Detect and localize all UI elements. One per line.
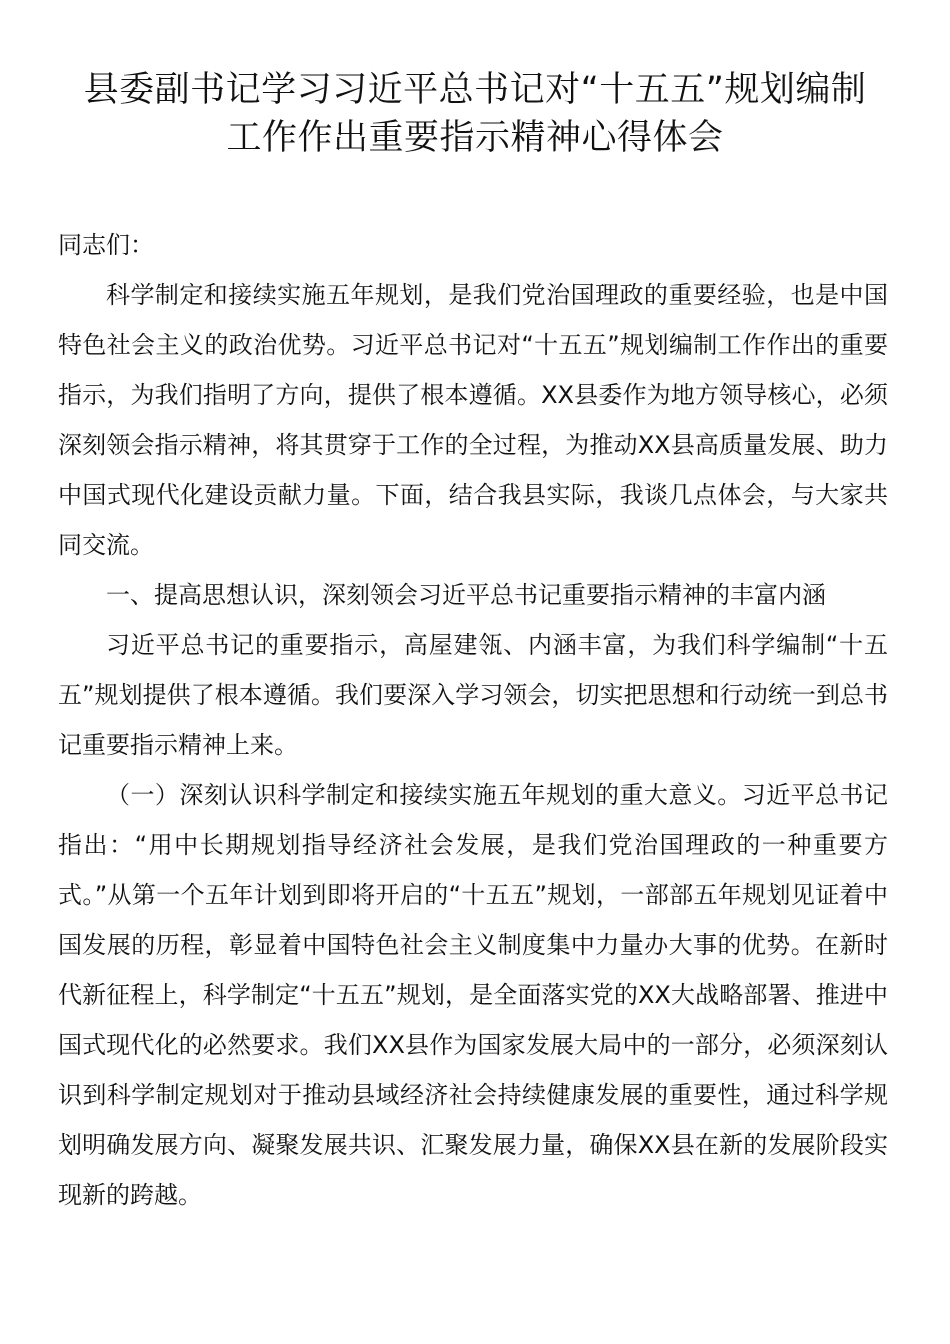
paragraph-section-1: 习近平总书记的重要指示，高屋建瓴、内涵丰富，为我们科学编制“十五五”规划提供了根本遵循。我们要深入学习领会，切实把思想和行动统一到总书记重要指示精神上来。 xyxy=(58,631,888,759)
salutation: 同志们： xyxy=(58,231,154,259)
paragraph-subsection-1: （一）深刻认识科学制定和接续实施五年规划的重大意义。习近平总书记指出：“用中长期规划指导经济社会发展，是我们党治国理政的一种重要方式。”从第一个五年计划到即将开启的“十五五”规划，一部部五年规划见证着中国发展的历程，彰显着中国特色社会主义制度集中力量办大事的优势。在新时代新征程上，科学制定“十五五”规划，是全面落实党的XX大战略部署、推进中国式现代化的必然要求。我们XX县作为国家发展大局中的一部分，必须深刻认识到科学制定规划对于推动县域经济社会持续健康发展的重要性，通过科学规划明确发展方向、凝聚发展共识、汇聚发展力量，确保XX县在新的发展阶段实现新的跨越。 xyxy=(58,781,888,1209)
document-body xyxy=(58,220,888,1220)
section-heading-1: 一、提高思想认识，深刻领会习近平总书记重要指示精神的丰富内涵 xyxy=(106,581,826,609)
title-line-2: 工作作出重要指示精神心得体会 xyxy=(226,118,724,158)
paragraph-intro: 科学制定和接续实施五年规划，是我们党治国理政的重要经验，也是中国特色社会主义的政治优势。习近平总书记对“十五五”规划编制工作作出的重要指示，为我们指明了方向，提供了根本遵循。XX县委作为地方领导核心，必须深刻领会指示精神，将其贯穿于工作的全过程，为推动XX县高质量发展、助力中国式现代化建设贡献力量。下面，结合我县实际，我谈几点体会，与大家共同交流。 xyxy=(58,281,888,559)
title-line-1: 县委副书记学习习近平总书记对“十五五”规划编制 xyxy=(83,70,867,110)
document-title xyxy=(40,66,910,162)
